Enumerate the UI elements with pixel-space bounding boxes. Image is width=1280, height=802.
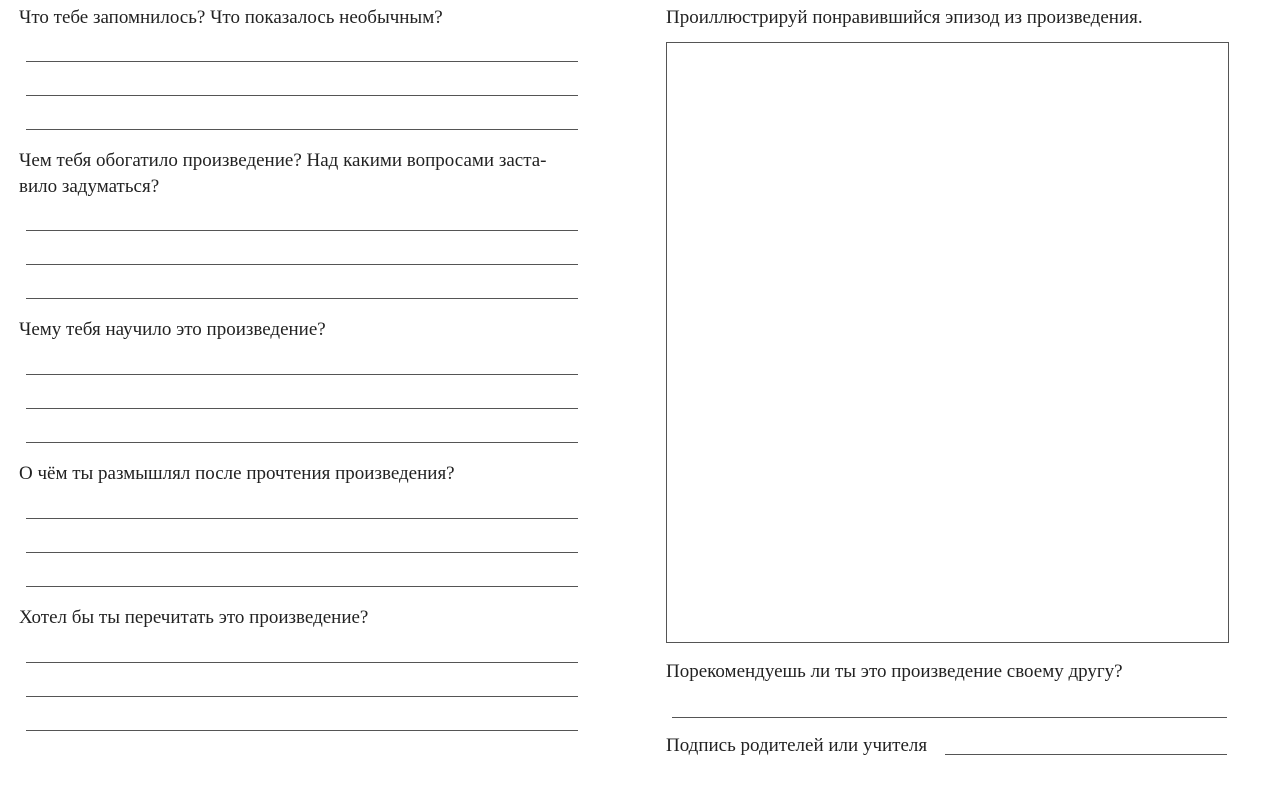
question-learned [19,317,326,343]
question-reflected [19,461,455,487]
answer-line[interactable] [26,264,578,265]
answer-line[interactable] [26,696,578,697]
question-text: Что тебе запомнилось? Что показалось необычным? [19,7,443,28]
answer-line[interactable] [26,95,578,96]
question-text: Чем тебя обогатило произведение? Над какими вопросами заста- [19,150,547,171]
recommend-answer-line[interactable] [672,717,1227,718]
answer-line[interactable] [26,129,578,130]
answer-line[interactable] [26,408,578,409]
question-text: Чему тебя научило это произведение? [19,319,326,340]
answer-line[interactable] [26,662,578,663]
question-reread [19,605,368,631]
answer-line[interactable] [26,552,578,553]
signature-line[interactable] [945,754,1227,755]
signature-label: Подпись родителей или учителя [666,735,928,756]
answer-line[interactable] [26,298,578,299]
answer-line[interactable] [26,442,578,443]
question-text-continued: вило задуматься? [19,176,160,197]
question-text: Хотел бы ты перечитать это произведение? [19,607,369,628]
question-enriched [19,148,547,200]
answer-line[interactable] [26,518,578,519]
answer-line[interactable] [26,374,578,375]
question-text: О чём ты размышлял после прочтения произведения? [19,463,455,484]
answer-line[interactable] [26,730,578,731]
question-remembered [19,5,443,31]
illustration-box[interactable] [666,42,1229,643]
recommend-question: Порекомендуешь ли ты это произведение своему другу? [666,661,1123,682]
answer-line[interactable] [26,230,578,231]
illustrate-prompt: Проиллюстрируй понравившийся эпизод из произведения. [666,7,1143,28]
answer-line[interactable] [26,586,578,587]
answer-line[interactable] [26,61,578,62]
